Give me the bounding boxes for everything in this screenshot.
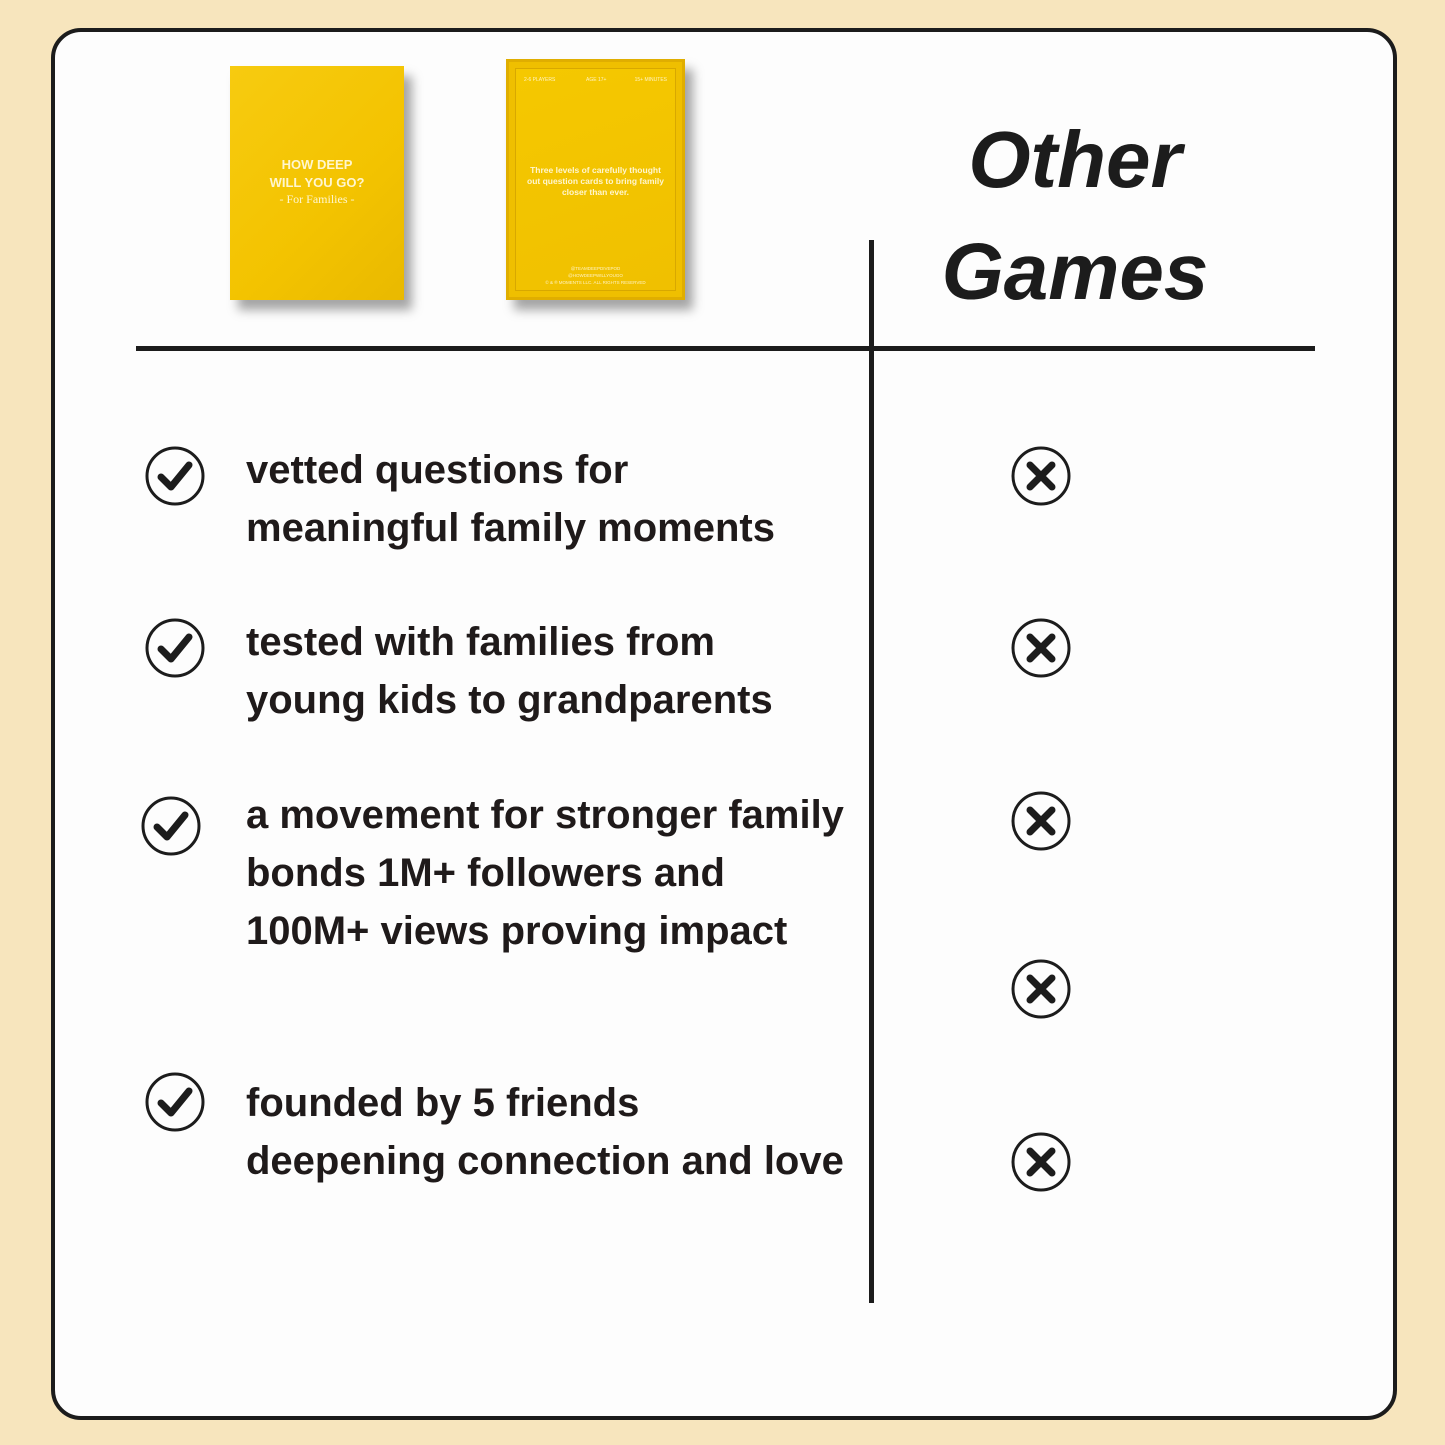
other-games-title: Other Games [941,115,1209,316]
header-divider [136,346,1315,351]
product-front-title: HOW DEEP WILL YOU GO? [269,157,365,190]
product-back-players: 2-6 PLAYERS [524,77,556,83]
comparison-card [51,28,1397,1420]
product-back-age: AGE 17+ [586,77,607,83]
product-back-footer: @TEAMDEEPDIVEPOD @HOWDEEPWILLYOUGO © & ® MOMENTS LLC. ALL RIGHTS RESERVED [545,266,646,285]
x-icon [1010,790,1072,852]
x-icon [1010,1131,1072,1193]
x-icon [1010,958,1072,1020]
check-icon [144,617,206,679]
product-box-front-image [230,66,404,300]
feature-text-2: tested with families from young kids to grandparents [246,620,773,722]
x-icon [1010,445,1072,507]
x-icon [1010,617,1072,679]
product-back-description: Three levels of carefully thought out question cards to bring family closer than ever. [527,165,664,197]
check-icon [144,1071,206,1133]
product-back-minutes: 15+ MINUTES [634,77,667,83]
product-front-subtitle: - For Families - [279,192,355,206]
feature-text-1: vetted questions for meaningful family moments [246,448,775,550]
check-icon [140,795,202,857]
product-box-back-image [506,59,685,300]
feature-text-3: a movement for stronger family bonds 1M+ followers and 100M+ views proving impact [246,793,844,953]
feature-text-4: founded by 5 friends deepening connection and love [246,1081,844,1183]
check-icon [144,445,206,507]
column-divider [869,240,874,1303]
